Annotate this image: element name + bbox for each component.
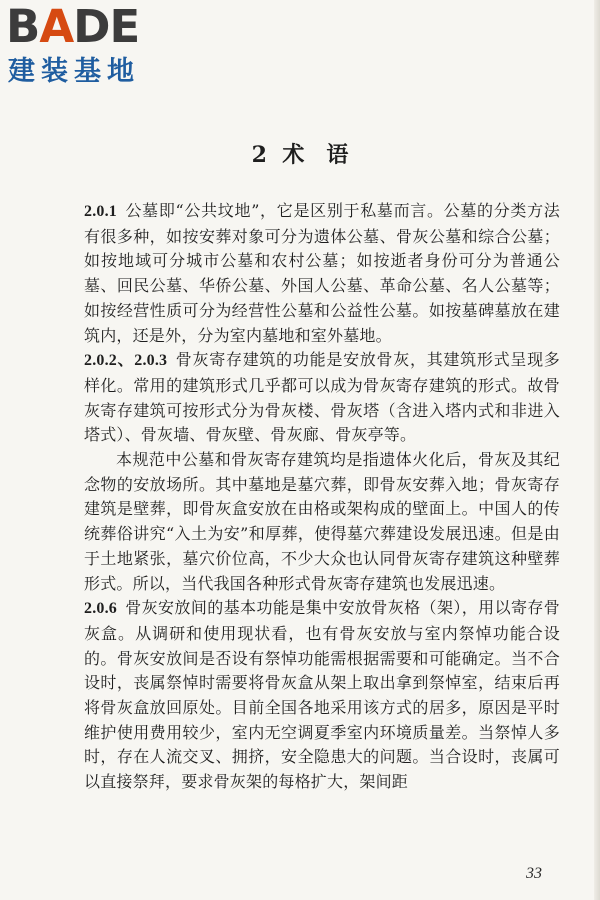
clause-number: 2.0.6 bbox=[84, 600, 117, 618]
clause-text: 骨灰安放间的基本功能是集中安放骨灰格（架），用以寄存骨灰盒。从调研和使用现状看，也有骨灰安放与室内祭悼功能合设的。骨灰安放间是否设有祭悼功能需根据需要和可能确定。当不合设时，丧属祭悼时需要将骨灰盒从架上取出拿到祭悼室，结束后再将骨灰盒放回原处。目前全国各地采用该方式的居多，原因是平时维护使用费用较少，室内无空调夏季室内环境质量差。当祭悼人多时，存在人流交叉、拥挤，安全隐患大的问题。当合设时，丧属可以直接祭拜，要求骨灰架的每格扩大，架间距 bbox=[84, 598, 560, 792]
explanation-paragraph bbox=[84, 448, 560, 596]
clause-paragraph bbox=[84, 348, 560, 448]
logo-wordmark: BADE bbox=[6, 0, 140, 53]
paragraph-text: 本规范中公墓和骨灰寄存建筑均是指遗体火化后，骨灰及其纪念物的安放场所。其中墓地是墓穴葬，即骨灰安葬入地；骨灰寄存建筑是壁葬，即骨灰盒安放在由格或架构成的壁面上。中国人的传统葬俗讲究“入土为安”和厚葬，使得墓穴葬建设发展迅速。但是由于土地紧张，墓穴价位高，不少大众也认同骨灰寄存建筑这种壁葬形式。所以，当代我国各种形式骨灰寄存建筑也发展迅速。 bbox=[84, 450, 560, 593]
bade-logo bbox=[6, 0, 176, 94]
chapter-title-text: 术 语 bbox=[282, 142, 349, 168]
clause-text: 骨灰寄存建筑的功能是安放骨灰，其建筑形式呈现多样化。常用的建筑形式几乎都可以成为骨灰寄存建筑的形式。故骨灰寄存建筑可按形式分为骨灰楼、骨灰塔（含进入塔内式和非进入塔式）、骨灰墙、骨灰壁、骨灰廊、骨灰亭等。 bbox=[84, 350, 560, 445]
page-number: 33 bbox=[526, 865, 542, 882]
clause-text: 公墓即“公共坟地”，它是区别于私墓而言。公墓的分类方法有很多种，如按安葬对象可分为遗体公墓、骨灰公墓和综合公墓；如按地域可分城市公墓和农村公墓；如按逝者身份可分为普通公墓、回民公墓、华侨公墓、外国人公墓、革命公墓、名人公墓等；如按经营性质可分为经营性公墓和公益性公墓。如按墓碑墓放在建筑内，还是外，分为室内墓地和室外墓地。 bbox=[84, 201, 560, 345]
logo-subtitle: 建装基地 bbox=[8, 56, 140, 87]
clause-number: 2.0.1 bbox=[84, 203, 117, 220]
chapter-number: 2 bbox=[251, 142, 267, 168]
clause-paragraph bbox=[84, 199, 560, 348]
clause-number: 2.0.2、2.0.3 bbox=[84, 352, 168, 370]
chapter-heading bbox=[0, 140, 600, 170]
page-edge bbox=[594, 0, 600, 900]
clause-paragraph bbox=[84, 596, 560, 795]
body-text bbox=[84, 199, 560, 795]
